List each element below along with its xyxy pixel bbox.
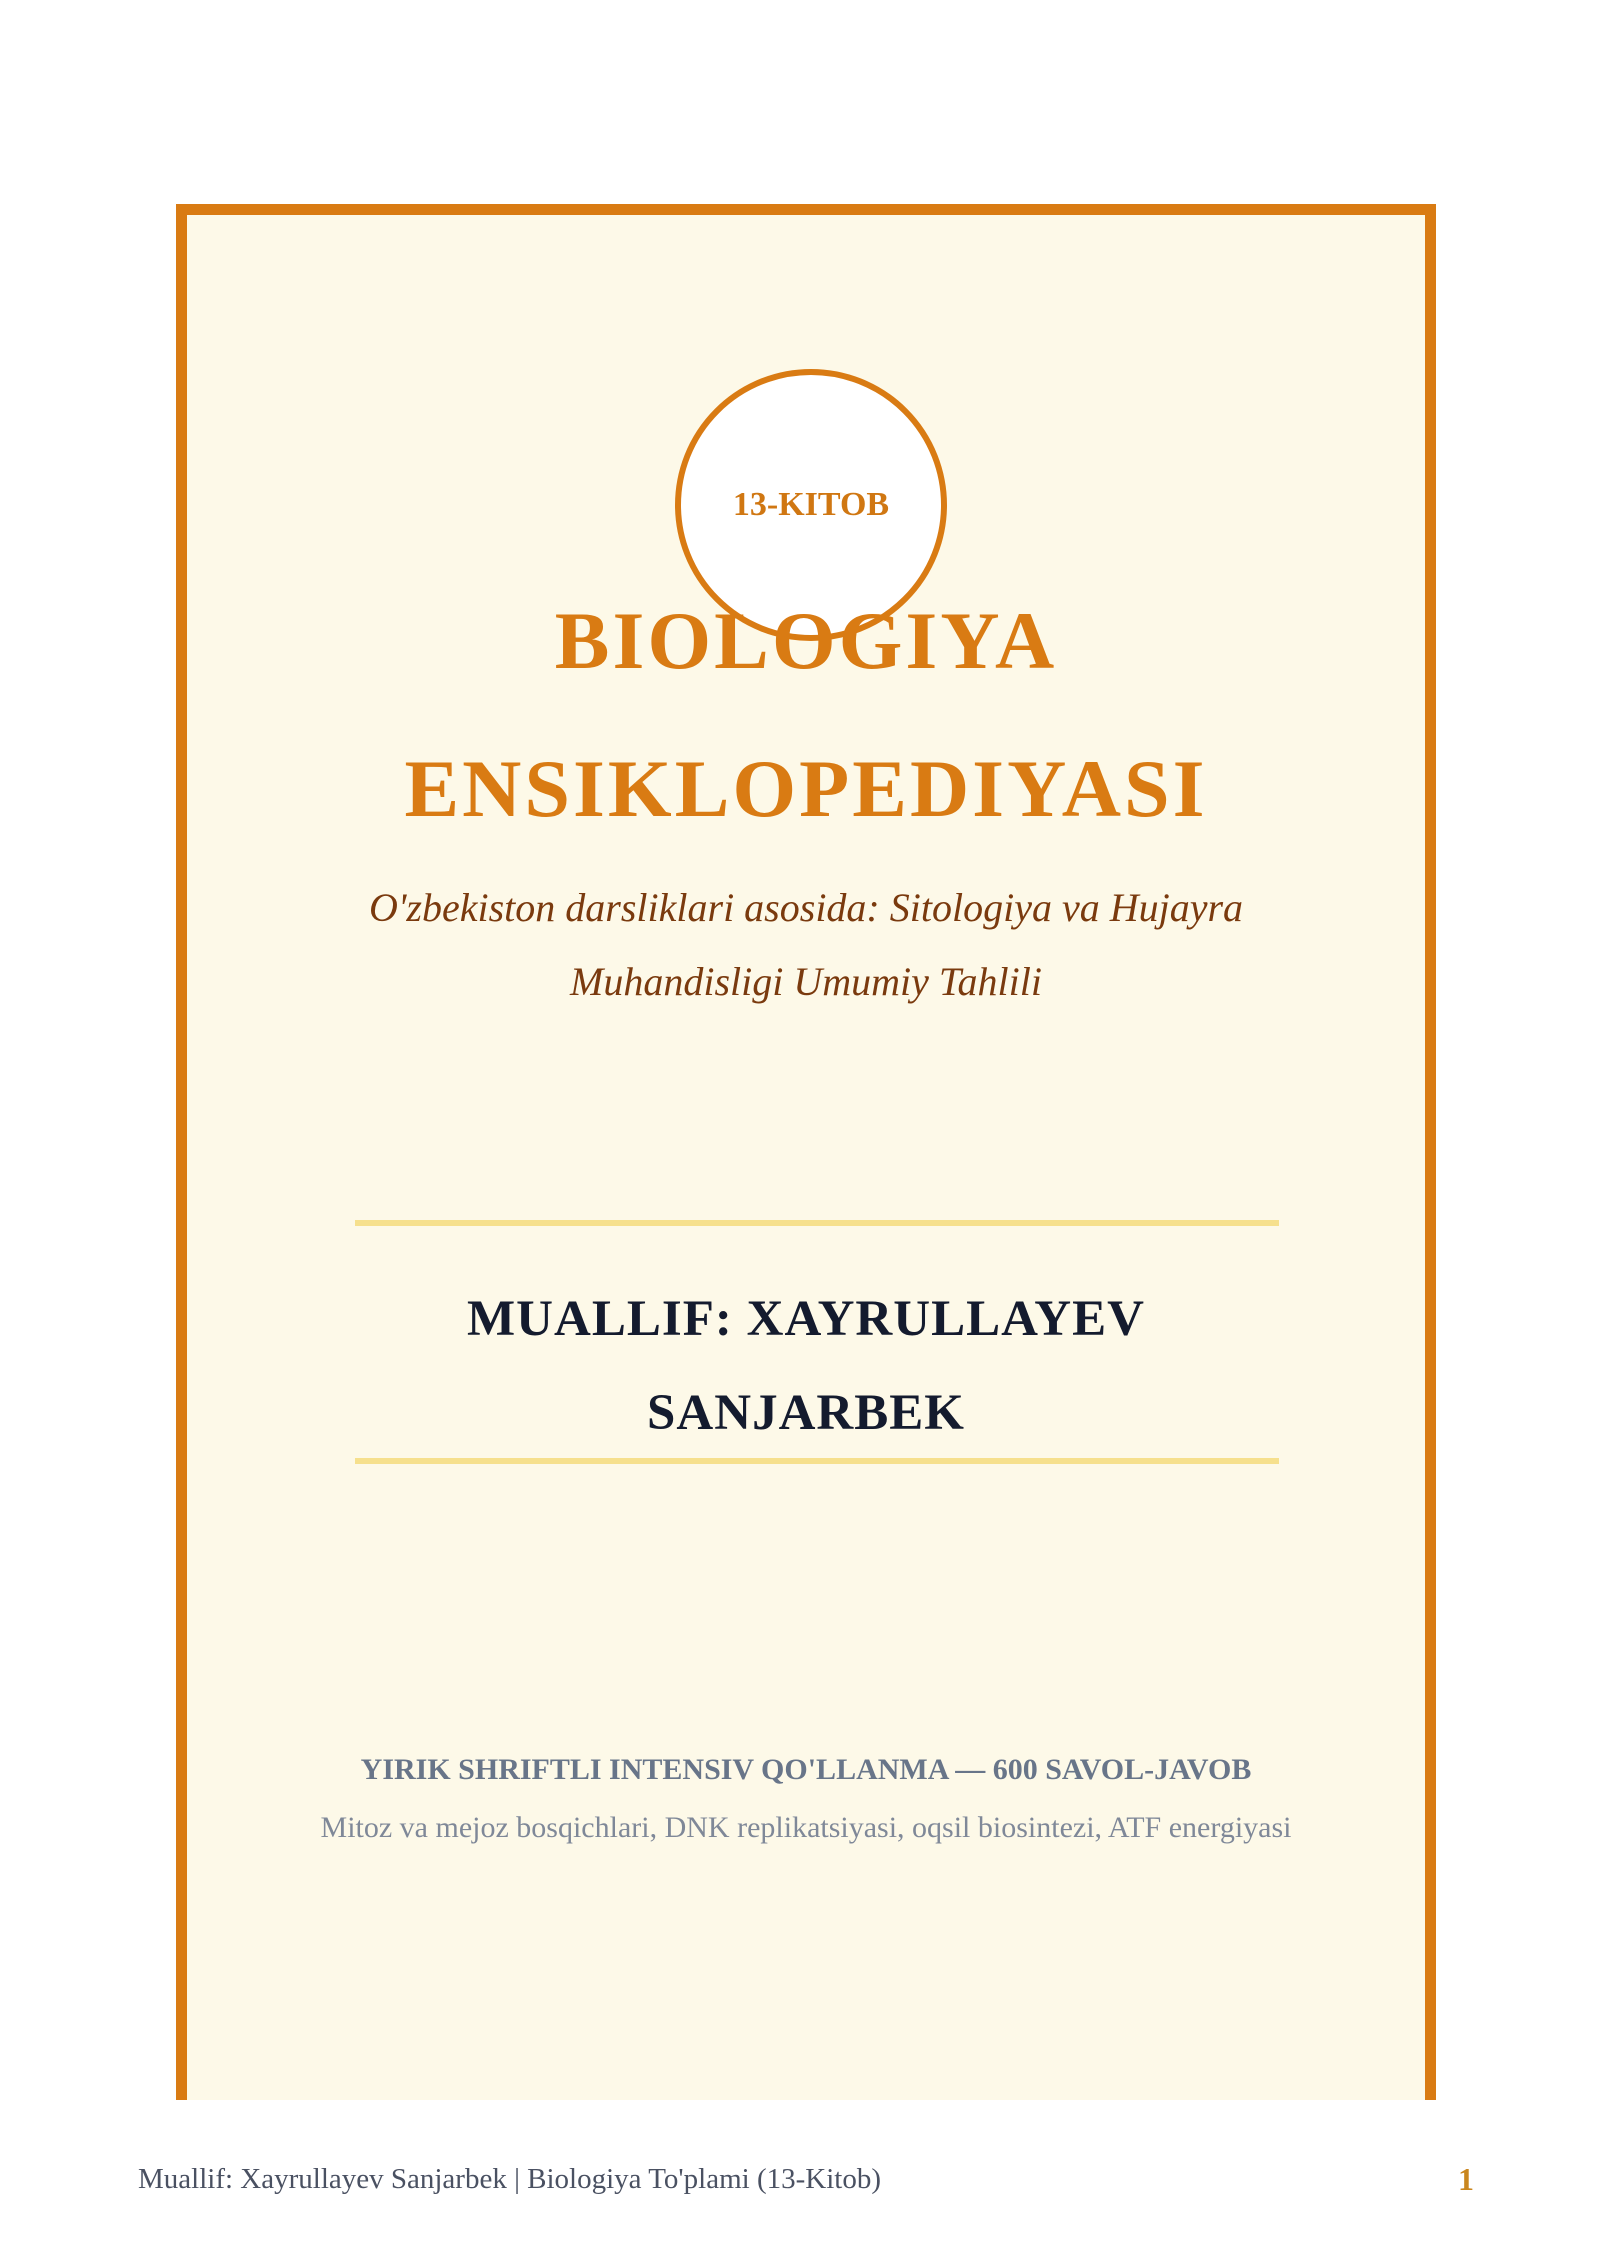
cover-title-line: ENSIKLOPEDIYASI xyxy=(404,743,1208,834)
book-cover xyxy=(176,204,1436,2100)
page-number: 1 xyxy=(1458,2161,1474,2197)
cover-tagline: YIRIK SHRIFTLI INTENSIV QO'LLANMA — 600 SAVOL-JAVOB xyxy=(360,1753,1252,1786)
author-line: MUALLIF: XAYRULLAYEV xyxy=(467,1291,1145,1347)
page-footer-text: Muallif: Xayrullayev Sanjarbek | Biologiya To'plami (13-Kitob) xyxy=(138,2163,881,2195)
author-block xyxy=(187,1272,1425,1460)
cover-title-line: BIOLOGIYA xyxy=(554,595,1058,686)
divider-top xyxy=(355,1220,1279,1226)
cover-topics: Mitoz va mejoz bosqichlari, DNK replikatsiyasi, oqsil biosintezi, ATF energiyasi xyxy=(320,1811,1292,1844)
author-line: SANJARBEK xyxy=(647,1385,965,1441)
cover-title xyxy=(187,567,1425,863)
cover-subtitle xyxy=(187,871,1425,1019)
divider-bottom xyxy=(355,1458,1279,1464)
cover-subtitle-line: O'zbekiston darsliklari asosida: Sitologiya va Hujayra xyxy=(368,885,1244,930)
volume-badge-label: 13-KITOB xyxy=(732,486,890,523)
cover-subtitle-line: Muhandisligi Umumiy Tahlili xyxy=(570,959,1042,1004)
